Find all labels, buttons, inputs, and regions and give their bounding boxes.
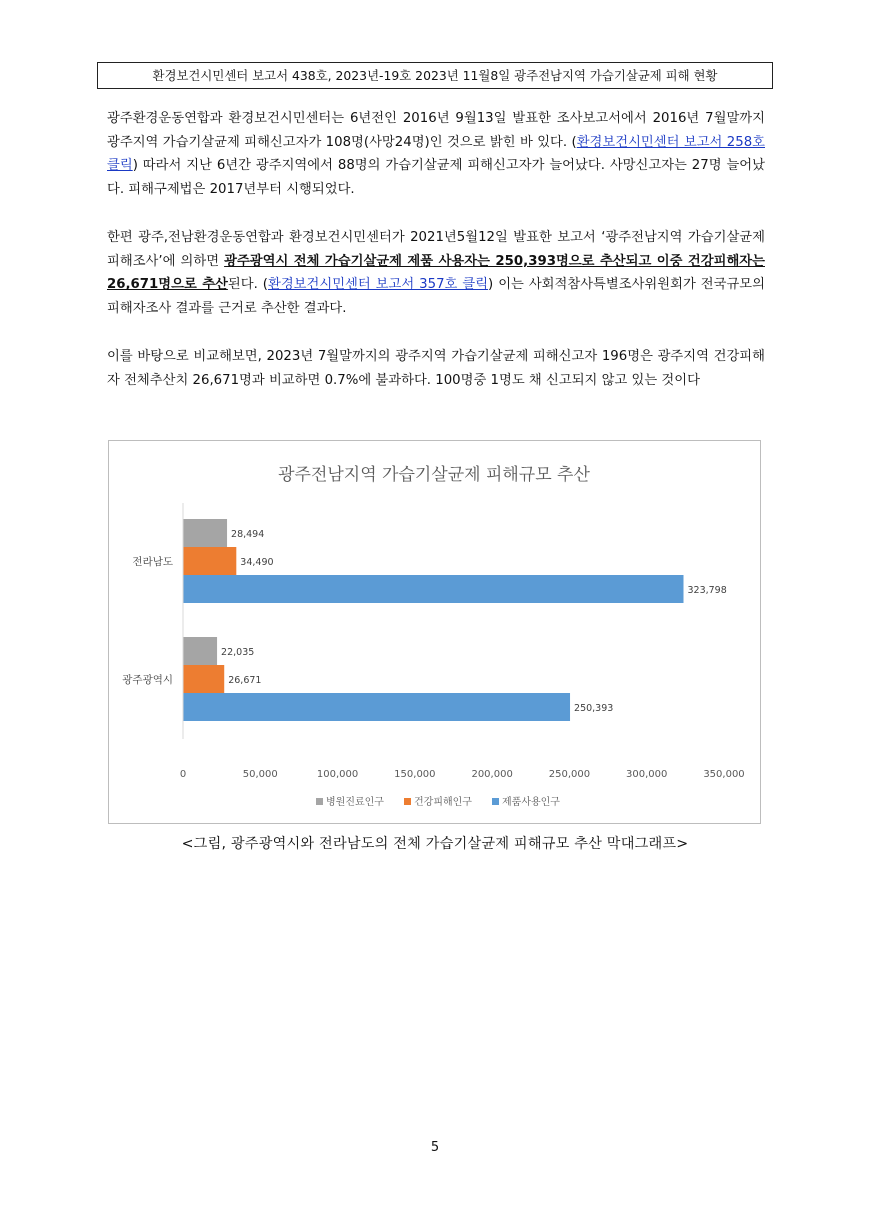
x-tick-label: 150,000: [394, 769, 436, 780]
legend-swatch: [492, 798, 499, 805]
legend-swatch: [316, 798, 323, 805]
x-tick-label: 0: [179, 769, 187, 780]
bar-병원진료인구: [183, 519, 227, 547]
data-label: 34,490: [240, 557, 274, 568]
bar-chart: [109, 441, 760, 823]
report-header: [97, 62, 773, 89]
chart-title: 광주전남지역 가습기살균제 피해규모 추산: [278, 465, 590, 485]
x-tick-label: 50,000: [242, 769, 278, 780]
data-label: 323,798: [687, 585, 727, 596]
legend-swatch: [404, 798, 411, 805]
paragraph-1-text-b: ) 따라서 지난 6년간 광주지역에서 88명의 가습기살균제 피해신고자가 늘어났다. 사망신고자는 27명 늘어났다. 피해구제법은 2017년부터 시행되었다.: [107, 158, 765, 198]
paragraph-3: [107, 345, 765, 392]
data-label: 26,671: [228, 675, 262, 686]
paragraph-2: [107, 226, 765, 321]
x-tick-label: 200,000: [471, 769, 513, 780]
data-label: 22,035: [221, 647, 255, 658]
x-tick-label: 350,000: [703, 769, 745, 780]
paragraph-2-text-b: 된다. (: [227, 277, 268, 293]
bar-병원진료인구: [183, 637, 217, 665]
legend-entry: 병원진료인구: [326, 797, 384, 808]
x-tick-label: 100,000: [316, 769, 359, 780]
x-tick-label: 250,000: [548, 769, 591, 780]
paragraph-1: [107, 107, 765, 202]
data-label: 250,393: [574, 703, 614, 714]
category-label: 광주광역시: [122, 674, 173, 686]
chart-frame: [108, 440, 761, 824]
data-label: 28,494: [231, 529, 265, 540]
category-label: 전라남도: [132, 556, 173, 568]
bars-layer: [183, 519, 727, 721]
legend-entry: 건강피해인구: [414, 797, 472, 808]
x-tick-label: 300,000: [626, 769, 668, 780]
bar-건강피해인구: [183, 665, 224, 693]
report-357-link[interactable]: 환경보건시민센터 보고서 357호 클릭: [267, 277, 489, 293]
legend-entry: 제품사용인구: [502, 797, 560, 808]
bar-건강피해인구: [183, 547, 236, 575]
legend: [316, 795, 560, 808]
paragraph-1-text-a: 광주환경운동연합과 환경보건시민센터는 6년전인 2016년 9월13일 발표한 조사보고서에서 2016년 7월말까지 광주지역 가습기살균제 피해신고자가 108명(사망24명)인 것으로 밝힌 바 있다. (: [107, 111, 765, 150]
paragraph-2-text-a: 한편 광주,전남환경운동연합과 환경보건시민센터가 2021년5월12일 발표한 보고서 ‘광주전남지역 가습기살균제 피해조사’에 의하면: [107, 230, 765, 269]
header-title: 환경보건시민센터 보고서 438호, 2023년-19호 2023년 11월8일 광주전남지역 가습기살균제 피해 현황: [152, 68, 718, 83]
report-258-link[interactable]: 환경보건시민센터 보고서 258호 클릭: [107, 134, 765, 174]
figure-caption: <그림, 광주광역시와 전라남도의 전체 가습기살균제 피해규모 추산 막대그래프>: [181, 836, 689, 852]
bar-제품사용인구: [183, 575, 683, 603]
paragraph-2-text-c: ) 이는 사회적참사특별조사위원회가 전국규모의 피해자조사 결과를 근거로 추산한 결과다.: [107, 277, 765, 317]
paragraph-2-bold-text: 광주광역시 전체 가습기살균제 제품 사용자는 250,393명으로 추산되고 이중 건강피해자는 26,671명으로 추산: [107, 253, 765, 293]
paragraph-3-text: 이를 바탕으로 비교해보면, 2023년 7월말까지의 광주지역 가습기살균제 피해신고자 196명은 광주지역 건강피해자 전체추산치 26,671명과 비교하면 0.7%에 불과하다. 100명중 1명도 채 신고되지 않고 있는 것이다: [107, 349, 765, 388]
bar-제품사용인구: [183, 693, 570, 721]
page-number: 5: [430, 1140, 440, 1155]
